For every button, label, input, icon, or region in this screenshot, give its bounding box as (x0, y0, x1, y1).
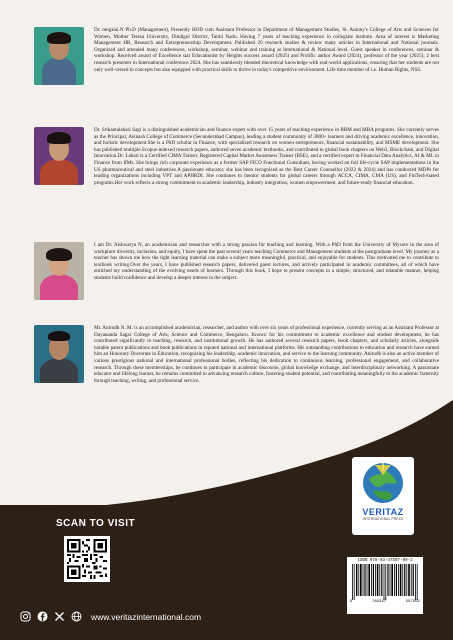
author-block-4 (34, 325, 439, 384)
footer (20, 611, 201, 622)
author-block-1 (34, 27, 439, 85)
author-bio-3: I am Dr. Aishwarya N, an academician and researcher with a strong passion for teaching and learning. With a PhD from the University of Mysore in the area of workplace diversity, inclusion, and equity, I have spent the past several years teaching Commerce and Management students at the postgraduate level. My journey as a teacher has shown me how the right learning material can make a subject more meaningful, practical, and enjoyable for students. This motivated me to contribute to textbook writing.Over the years, I have published research papers, delivered guest lectures, and actively participated in academic committees, all of which have enriched my understanding of the evolving needs of learners. Through this book, I hope to present concepts in a simple, structured, and relatable manner, helping students build confidence and develop a deeper interest in the subject. (94, 242, 439, 281)
barcode-icon (350, 564, 420, 600)
facebook-icon[interactable] (37, 611, 48, 622)
scan-to-visit-label: SCAN TO VISIT (56, 518, 136, 529)
isbn-digit-left: 789347 (371, 600, 387, 604)
isbn-label: ISBN 978-93-47597-99-2 (357, 559, 413, 563)
author-photo-3 (34, 242, 84, 300)
instagram-icon[interactable] (20, 611, 31, 622)
globe-icon (361, 461, 405, 505)
author-block-3 (34, 242, 439, 300)
author-photo-4 (34, 325, 84, 383)
isbn-digits (350, 600, 420, 604)
author-photo-1 (34, 27, 84, 85)
twitter-x-icon[interactable] (54, 611, 65, 622)
author-bio-2: Dr. Srikantalahari Sagi is a distinguished academician and finance expert with over 15 years of teaching experience in BBM and MBA programs. She currently serves as the Principal, Avinash College of Commerce (Secunderabad Campus), leading a student community of 3000+ learners and driving academic excellence, innovation, and holistic development.She is a PhD scholar in Finance, with specialized research on women entrepreneurs, financial sustainability, and MSME development. She has published multiple Scopus-indexed research papers, authored seven academic textbooks, and contributed to global book chapters on Web3, Blockchain, and Digital Innovation.Dr. Lahari is a Certified CIMA Trainer, Registered Capital Market Awareness Trainer (BSE), and a certified expert in Financial Data Analytics, AI & ML in Finance from IIMs. She brings rich corporate experience as a former SAP FICO Functional Consultant, having worked on full life-cycle SAP implementations in the US pharmaceutical and steel industries.A passionate educator, she has been recognized as the Best Career Counsellor (2022 & 2024) and has conducted MDPs for leading organizations including VPT and APHRDI. She continues to mentor students for global careers through ACCA, CIMA, CMA (US), and FinTech-based programs.Her work reflects a strong commitment to academic leadership, industry integration, women empowerment, and future-ready financial education. (94, 127, 439, 186)
isbn-barcode (347, 557, 423, 614)
isbn-digit-right: 597992 (405, 600, 420, 604)
website-link[interactable]: www.veritazinternational.com (91, 611, 202, 622)
author-bio-1: Dr. megalai.N Ph.D (Management), Presently HOD cum Assistant Professor in Department of Management Studies, St. Antony's College of Arts and Sciences for Women, Mother Teresa University, Dindigul District, Tamil Nadu. Having 7 years of teaching experience in collegiate institute. Area of interest is Marketing Management HR, Research and Entrepreneurship Development. Published 20 research studies & review many articles in International and National journals. Organized and attended many conferences, workshop, seminar, webinar and training at International & National level. Guest speaker in conferences, seminar & workshop. Received award of Excellence star Educationist by Heights success award (2025) and Prolific author Award (2024), professor of the year (2025), 2 best research presenter in International conference 2024. She has seamlessly blended theoretical knowledge with real-world applications, ensuring that her students are not only well-versed in concepts but also equipped with practical skills to thrive in today's competitive environment. Life time member of i.e. Human Rights, NSS. (94, 27, 439, 73)
publisher-tagline: INTERNATIONAL PRESS (362, 517, 404, 521)
publisher-logo (352, 457, 414, 535)
author-block-2 (34, 127, 439, 186)
isbn-digit-prefix: 9 (350, 600, 353, 604)
globe-link-icon[interactable] (71, 611, 82, 622)
author-photo-2 (34, 127, 84, 185)
qr-code[interactable] (64, 536, 110, 582)
publisher-name: VERITAZ (362, 507, 404, 517)
author-bio-4: Mr. Anirudh N. M. is an accomplished academician, researcher, and author with over six years of professional experience, currently serving as an Assistant Professor at Dayananda Sagar College of Arts, Science and Commerce, Bengaluru. Known for his commitment to academic excellence and student development, he has contributed significantly to teaching, research, and institutional growth. He has authored several research papers, book chapters, and scholarly articles, alongside notable patent publications and book publications in reputed national and international platforms. His outstanding contributions to education and research have earned him an Honorary Doctorate in Education, recognizing his leadership, academic innovation, and service to the learning community. Anirudh is also an active member of various prestigious national and international professional bodies, reflecting his dedication to continuous learning, professional engagement, and collaborative research. Through these memberships, he continues to participate in academic discourse, global knowledge exchange, and interdisciplinary networking. A passionate educator and lifelong learner, he remains committed to advancing research culture, fostering student potential, and contributing meaningfully to the academic fraternity through teaching, writing, and professional service. (94, 325, 439, 384)
